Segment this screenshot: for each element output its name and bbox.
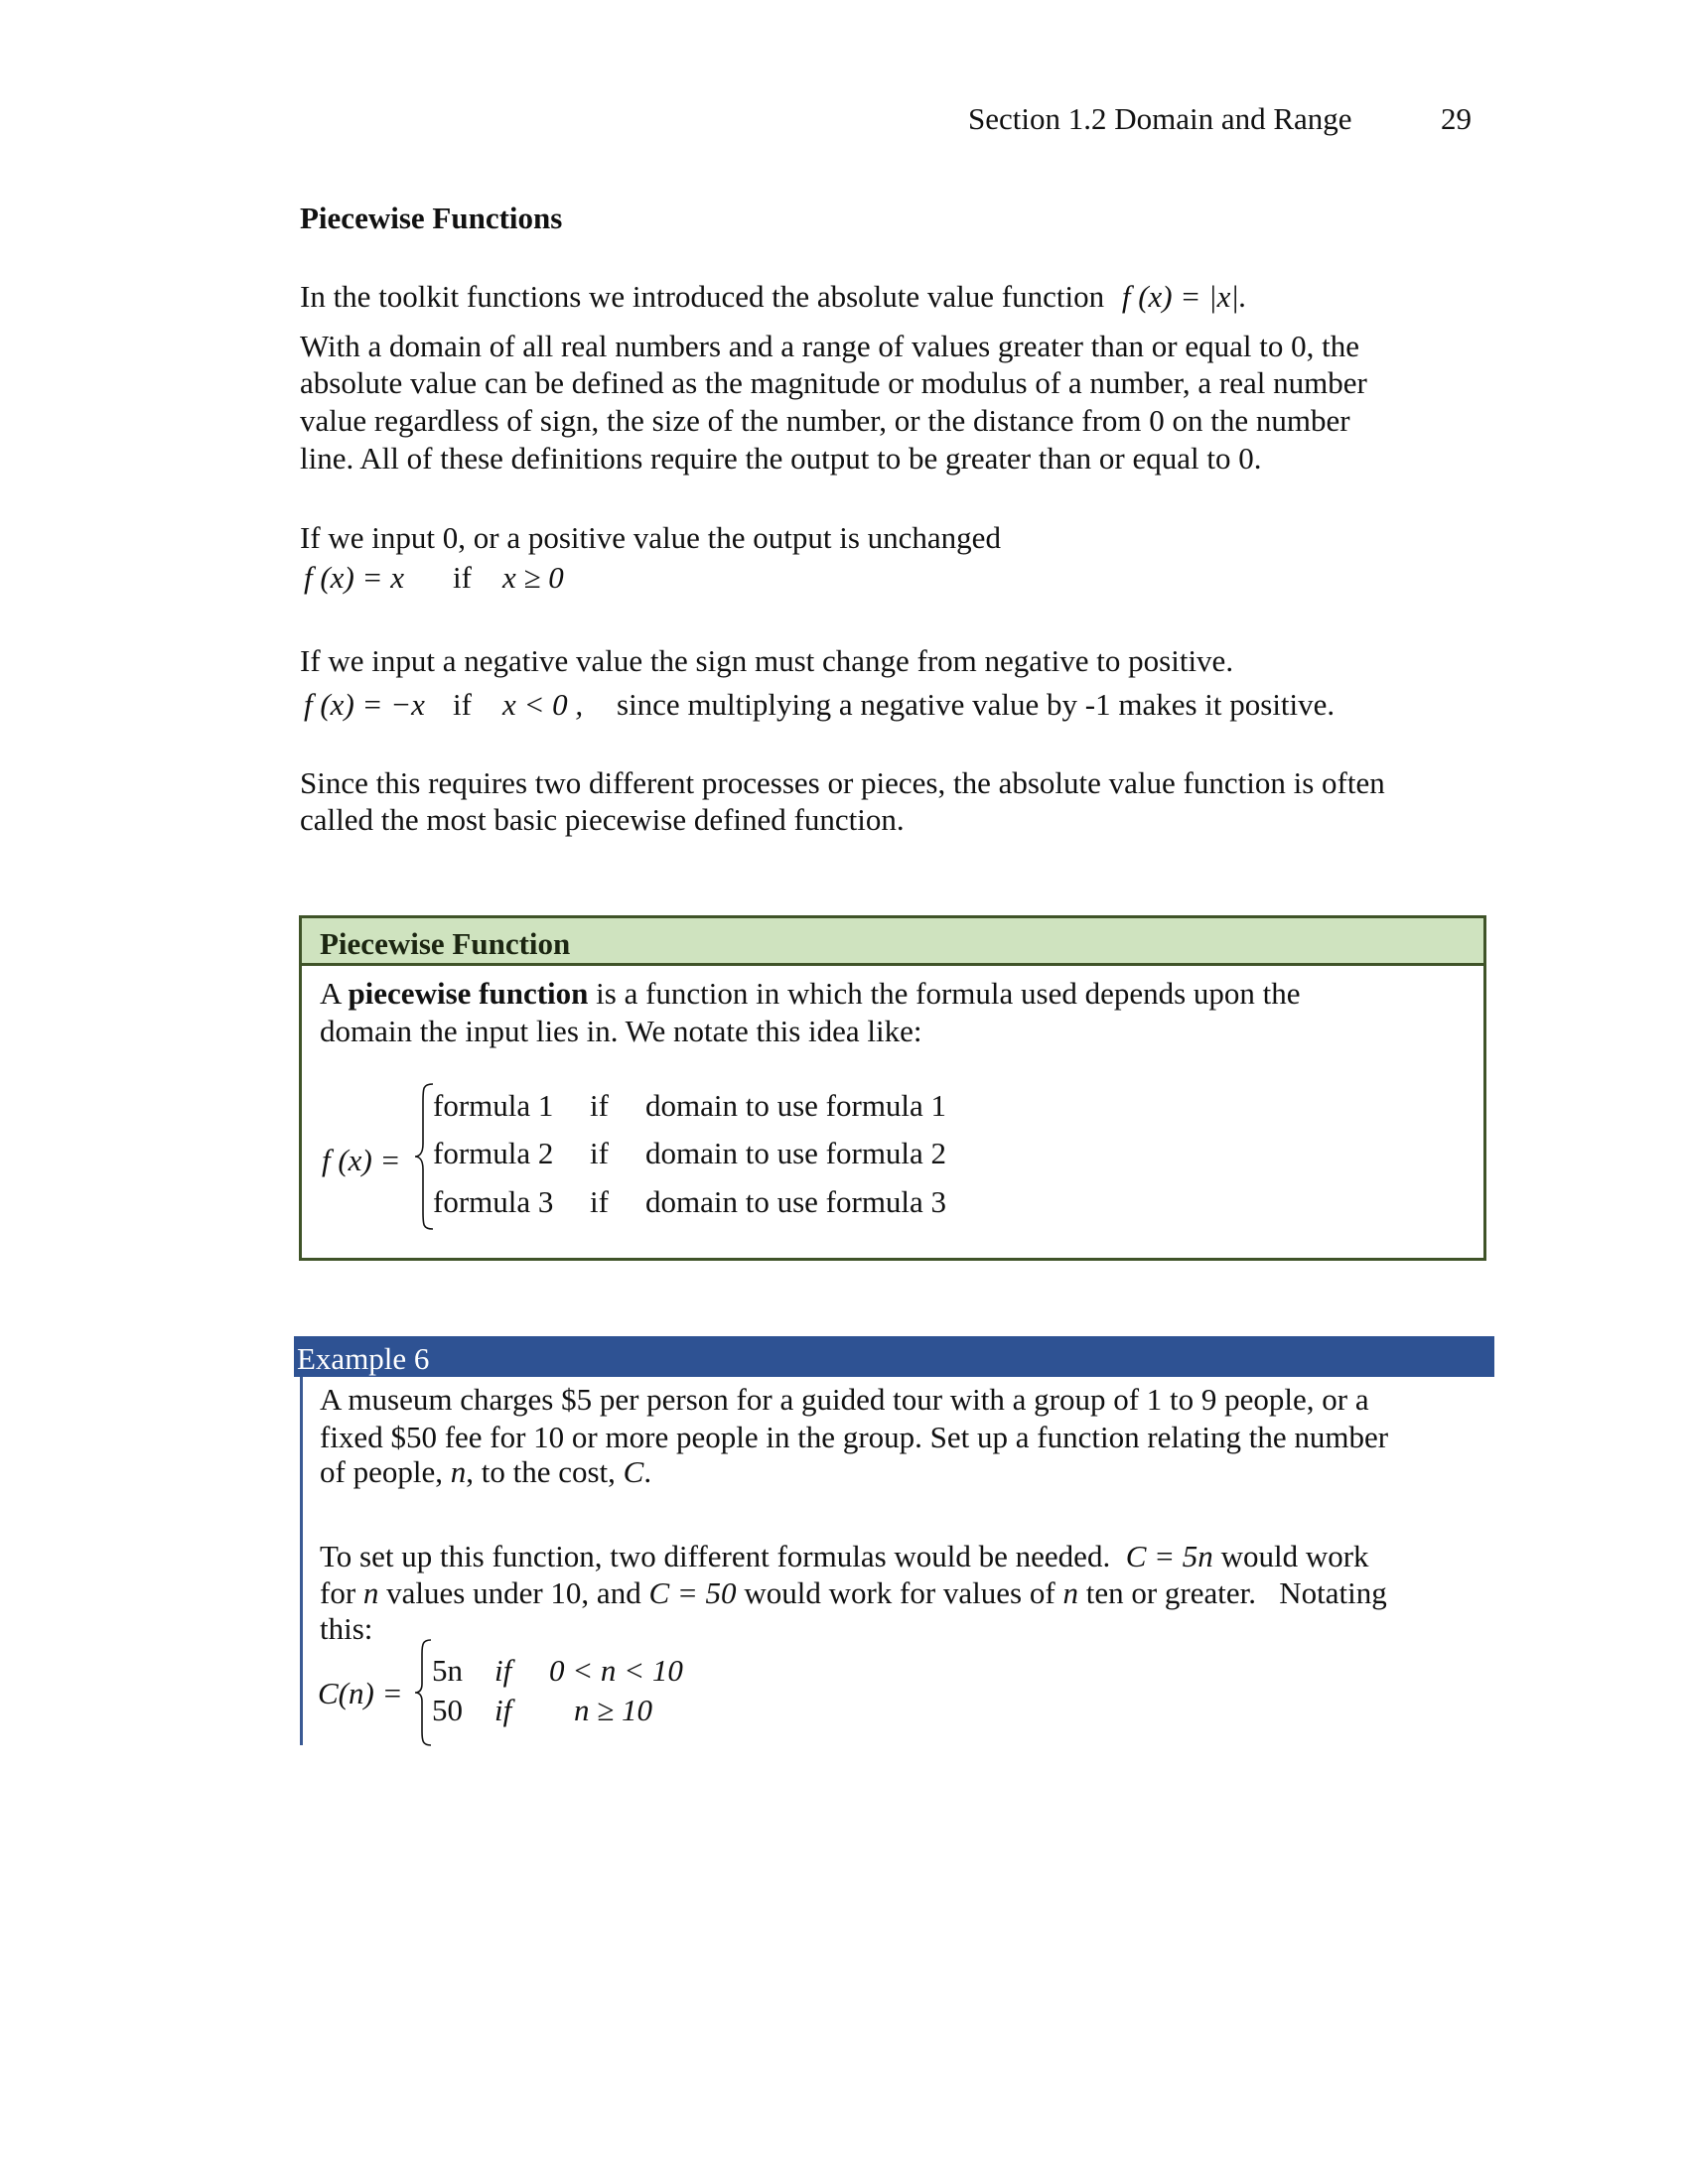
example-solution-line <box>320 1577 1387 1608</box>
negative-condition: x < 0 , <box>502 687 584 722</box>
definition-box-title: Piecewise Function <box>320 926 571 961</box>
row-domain: domain to use formula 1 <box>645 1088 947 1123</box>
row-formula: formula 2 <box>433 1136 554 1170</box>
page-number: 29 <box>1441 101 1472 136</box>
row-domain: domain to use formula 2 <box>645 1136 947 1170</box>
if-keyword: if <box>453 687 472 722</box>
left-brace-icon <box>413 1638 433 1747</box>
definition-prefix: A <box>320 976 341 1011</box>
definition-term: piecewise function <box>348 976 589 1011</box>
row-if: if <box>590 1088 609 1123</box>
positive-case-text: If we input 0, or a positive value the output is unchanged <box>300 520 1001 555</box>
row-if: if <box>494 1653 512 1688</box>
intro-text: In the toolkit functions we introduced the absolute value function <box>300 279 1105 314</box>
text: for <box>320 1575 363 1610</box>
row-if: if <box>590 1184 609 1219</box>
definition-line-1 <box>320 978 1301 1009</box>
example-header-bar <box>294 1336 1494 1377</box>
row-formula: formula 1 <box>433 1088 554 1123</box>
var-n: n <box>362 1575 379 1610</box>
summary-line: called the most basic piecewise defined function. <box>300 802 905 837</box>
text: , to the cost, <box>466 1454 624 1489</box>
equation: C = 50 <box>648 1575 737 1610</box>
definition-rest: is a function in which the formula used depends upon the <box>596 976 1301 1011</box>
example-left-rule <box>300 1377 303 1745</box>
piecewise-row <box>433 1138 946 1168</box>
positive-condition: x ≥ 0 <box>502 560 564 595</box>
example-solution-line <box>320 1541 1369 1571</box>
intro-para-line: line. All of these definitions require the output to be greater than or equal to 0. <box>300 441 1262 476</box>
example-title: Example 6 <box>297 1341 430 1376</box>
intro-para-line: value regardless of sign, the size of the number, or the distance from 0 on the number <box>300 403 1350 438</box>
cost-function-lhs: C(n) = <box>318 1676 403 1710</box>
positive-case-formula-row <box>304 562 564 593</box>
text: of people, <box>320 1454 451 1489</box>
text: would work <box>1212 1539 1369 1573</box>
text: would work for values of <box>736 1575 1063 1610</box>
cost-row <box>432 1695 652 1725</box>
row-domain: domain to use formula 3 <box>645 1184 947 1219</box>
piecewise-lhs: f (x) = <box>322 1143 401 1177</box>
if-keyword: if <box>453 560 472 595</box>
summary-line: Since this requires two different processes or pieces, the absolute value function is often <box>300 765 1385 800</box>
definition-line-2: domain the input lies in. We notate this idea like: <box>320 1014 922 1048</box>
positive-formula: f (x) = x <box>304 560 404 595</box>
row-if: if <box>494 1693 512 1727</box>
negative-formula: f (x) = −x <box>304 687 425 722</box>
example-solution-line: this: <box>320 1611 373 1646</box>
example-problem-line: A museum charges $5 per person for a guided tour with a group of 1 to 9 people, or a <box>320 1382 1369 1417</box>
text: To set up this function, two different formulas would be needed. <box>320 1539 1126 1573</box>
cost-row <box>432 1655 683 1686</box>
row-domain: 0 < n < 10 <box>549 1653 683 1688</box>
var-c: C <box>623 1454 644 1489</box>
negative-case-formula-row <box>304 689 1335 720</box>
example-problem-line: fixed $50 fee for 10 or more people in the group. Set up a function relating the number <box>320 1420 1389 1454</box>
intro-para-line: With a domain of all real numbers and a range of values greater than or equal to 0, the <box>300 329 1359 363</box>
intro-para-line: absolute value can be defined as the magnitude or modulus of a number, a real number <box>300 365 1367 400</box>
equation: C = 5n <box>1125 1539 1213 1573</box>
left-brace-icon <box>413 1082 435 1231</box>
piecewise-row <box>433 1090 946 1121</box>
text: values under 10, and <box>378 1575 649 1610</box>
text: . <box>643 1454 652 1489</box>
definition-box-header <box>302 918 1483 966</box>
section-heading: Piecewise Functions <box>300 201 563 235</box>
negative-note: since multiplying a negative value by -1 makes it positive. <box>617 687 1336 722</box>
row-domain: n ≥ 10 <box>574 1693 653 1727</box>
text: ten or greater. Notating <box>1077 1575 1387 1610</box>
example-problem-line <box>320 1456 651 1487</box>
row-formula: formula 3 <box>433 1184 554 1219</box>
var-n: n <box>450 1454 467 1489</box>
piecewise-row <box>433 1186 946 1217</box>
var-n: n <box>1062 1575 1078 1610</box>
definition-box <box>299 915 1486 1261</box>
row-formula: 5n <box>432 1653 463 1688</box>
running-header-section: Section 1.2 Domain and Range <box>968 101 1352 136</box>
negative-case-text: If we input a negative value the sign must change from negative to positive. <box>300 643 1234 678</box>
row-formula: 50 <box>432 1693 463 1727</box>
row-if: if <box>590 1136 609 1170</box>
intro-line-1 <box>300 281 1247 312</box>
abs-value-formula: f (x) = |x|. <box>1121 279 1247 314</box>
